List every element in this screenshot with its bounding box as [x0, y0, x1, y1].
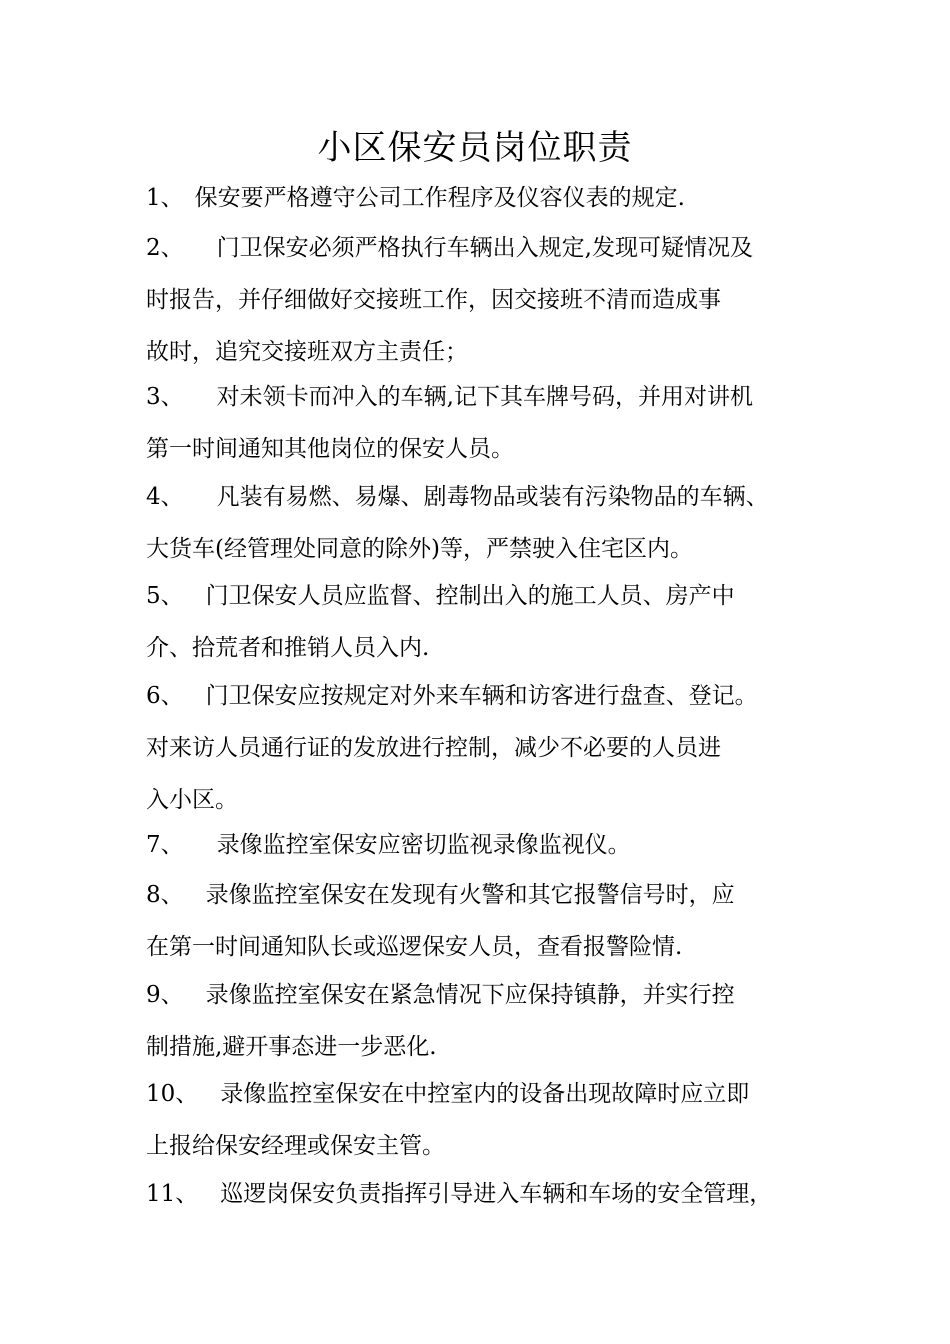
duty-item-text: 录像监控室保安在紧急情况下应保持镇静，并实行控	[205, 981, 735, 1008]
duty-item-text: 对来访人员通行证的发放进行控制，减少不必要的人员进	[146, 735, 721, 761]
duty-item	[146, 570, 832, 674]
duty-item	[146, 1168, 832, 1220]
duty-item-text: 门卫保安人员应监督、控制出入的施工人员、房产中	[205, 583, 735, 610]
duty-item	[146, 670, 832, 826]
duty-item-text: 录像监控室保安在发现有火警和其它报警信号时，应	[205, 882, 735, 909]
duty-item-text: 凡装有易燃、易爆、剧毒物品或装有污染物品的车辆、	[216, 483, 769, 510]
duty-item-first-line	[146, 471, 832, 523]
duty-item-number: 1、	[146, 185, 184, 211]
duty-item-first-line	[146, 819, 832, 871]
duty-item-first-line	[146, 371, 832, 423]
duty-item-number: 10、	[146, 1081, 199, 1108]
duty-item-first-line	[146, 570, 832, 622]
duty-item-line	[146, 622, 832, 674]
duty-item-line	[146, 274, 832, 326]
duty-item	[146, 222, 832, 378]
duty-item-first-line	[146, 670, 832, 722]
duty-item-text: 上报给保安经理或保安主管。	[146, 1133, 445, 1160]
duty-item-text: 巡逻岗保安负责指挥引导进入车辆和车场的安全管理，	[220, 1181, 773, 1207]
duty-item	[146, 969, 832, 1073]
duty-item-first-line	[146, 1168, 832, 1220]
duty-item-number: 6、	[146, 683, 184, 709]
page-title: 小区保安员岗位职责	[317, 128, 633, 168]
duty-item	[146, 819, 832, 871]
duty-item	[146, 172, 832, 224]
duty-item-line	[146, 423, 832, 475]
duty-item-first-line	[146, 869, 832, 921]
duty-item-line	[146, 523, 832, 575]
duty-item-line	[146, 921, 832, 973]
duty-item-text: 门卫保安必须严格执行车辆出入规定,发现可疑情况及	[216, 234, 753, 261]
duty-item-line	[146, 326, 832, 378]
duty-item	[146, 371, 832, 475]
duty-item-first-line	[146, 172, 832, 224]
duty-item-text: 制措施,避开事态进一步恶化.	[146, 1033, 437, 1060]
duty-item-number: 4、	[146, 483, 184, 510]
duty-item-text: 介、拾荒者和推销人员入内.	[146, 635, 430, 662]
duty-item-text: 入小区。	[146, 787, 238, 813]
duty-item-number: 8、	[146, 882, 184, 909]
duty-item-line	[146, 1120, 832, 1172]
duty-item-first-line	[146, 1068, 832, 1120]
duty-item-text: 第一时间通知其他岗位的保安人员。	[146, 436, 514, 463]
duty-item-text: 故时，追究交接班双方主责任；	[146, 338, 468, 365]
duty-item-text: 对未领卡而冲入的车辆,记下其车牌号码，并用对讲机	[216, 384, 753, 411]
duty-item-line	[146, 774, 832, 826]
duty-item-text: 门卫保安应按规定对外来车辆和访客进行盘查、登记。	[205, 683, 758, 709]
duty-item-number: 5、	[146, 583, 184, 610]
duty-item	[146, 1068, 832, 1172]
duty-item-number: 2、	[146, 234, 184, 261]
duty-item-number: 3、	[146, 384, 184, 411]
duty-item-line	[146, 1021, 832, 1073]
duty-item	[146, 471, 832, 575]
duty-item-text: 在第一时间通知队长或巡逻保安人员，查看报警险情.	[146, 934, 683, 961]
duty-item-text: 录像监控室保安应密切监视录像监视仪。	[216, 832, 631, 859]
duty-item-text: 大货车(经管理处同意的除外)等，严禁驶入住宅区内。	[146, 535, 693, 562]
duty-item-text: 时报告，并仔细做好交接班工作，因交接班不清而造成事	[146, 286, 721, 313]
duty-item-number: 7、	[146, 832, 184, 859]
duty-item	[146, 869, 832, 973]
duty-item-number: 9、	[146, 981, 184, 1008]
duty-item-line	[146, 722, 832, 774]
duty-item-number: 11、	[146, 1181, 199, 1207]
duty-item-first-line	[146, 969, 832, 1021]
duty-item-text: 录像监控室保安在中控室内的设备出现故障时应立即	[220, 1081, 750, 1108]
duty-item-text: 保安要严格遵守公司工作程序及仪容仪表的规定.	[194, 185, 685, 211]
duty-item-first-line	[146, 222, 832, 274]
